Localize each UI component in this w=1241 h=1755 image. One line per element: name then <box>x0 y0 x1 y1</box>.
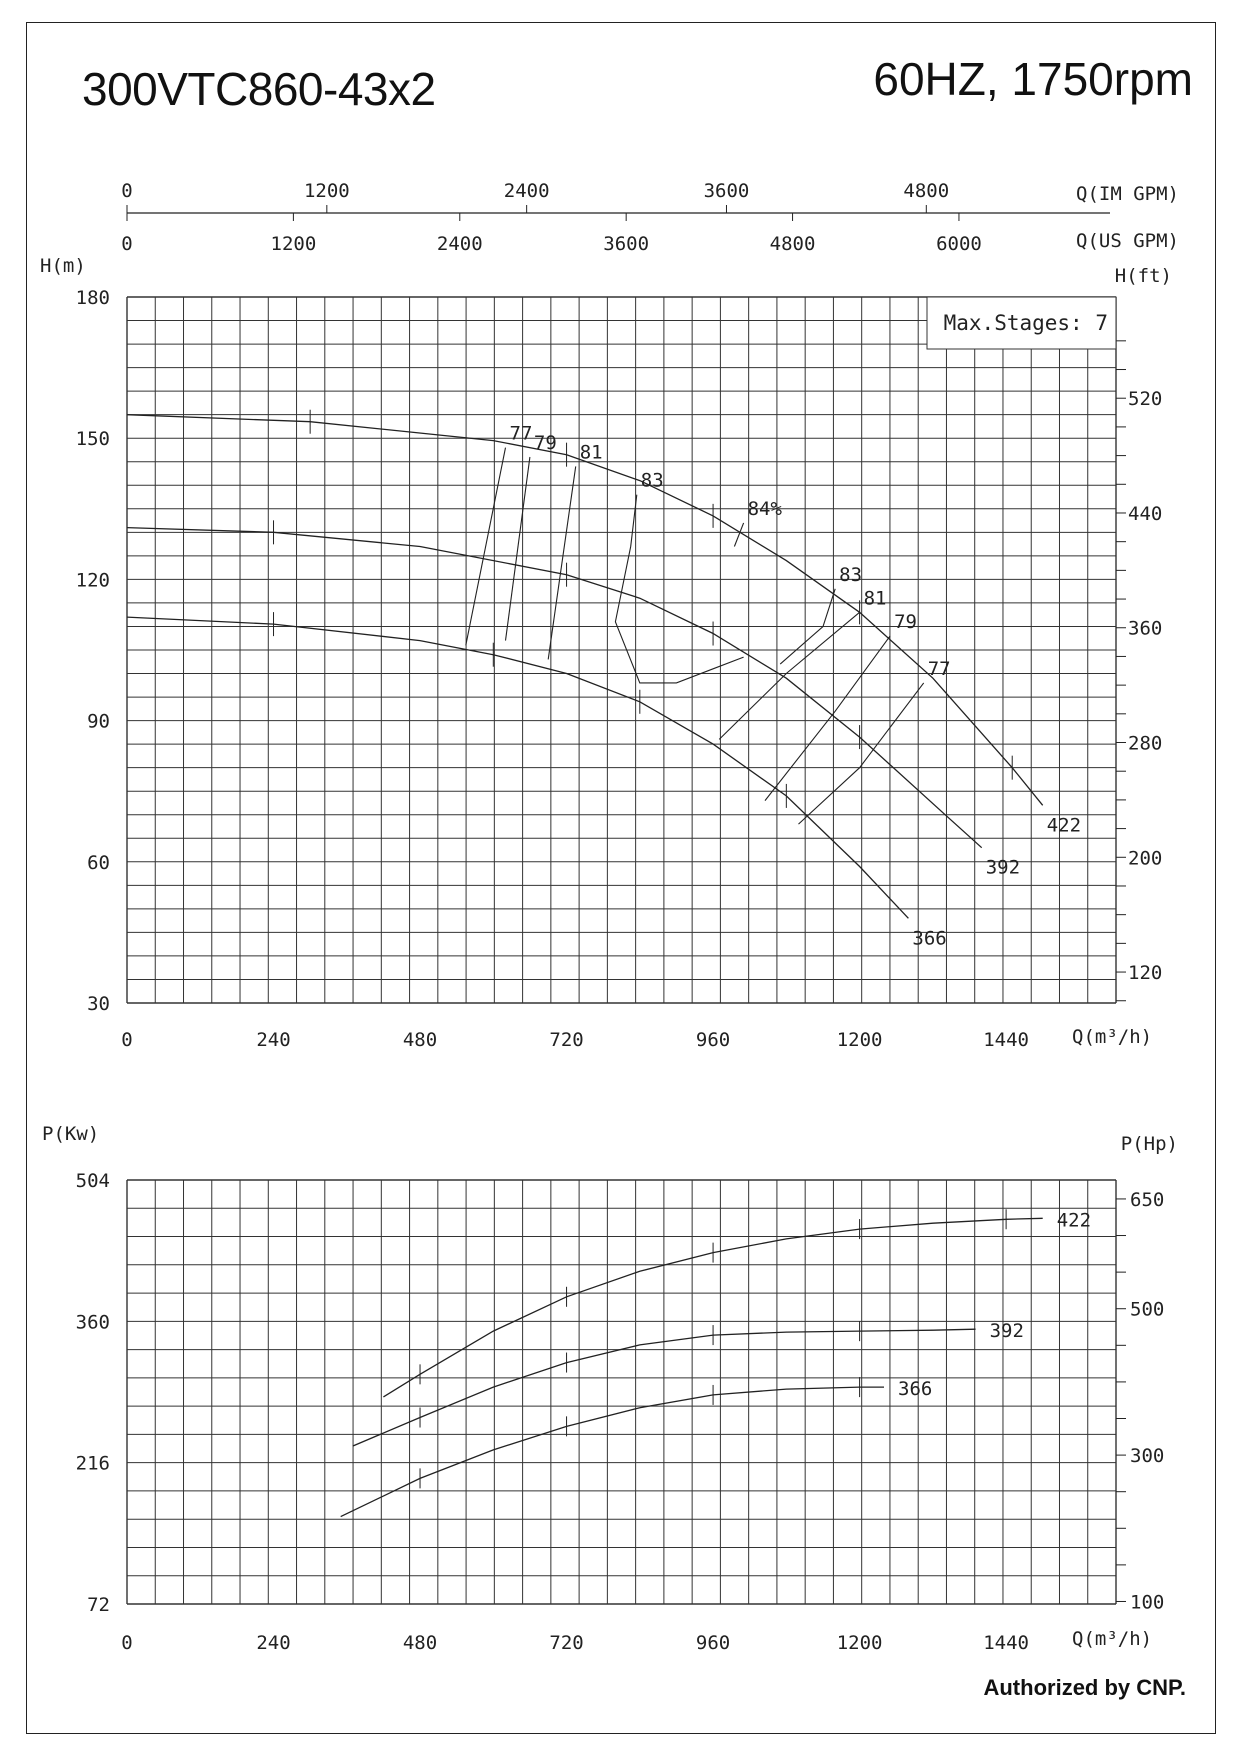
power-curve-label-366: 366 <box>898 1378 933 1401</box>
us-gpm-tick-label: 0 <box>121 233 133 255</box>
power-x-tick-label: 1200 <box>836 1632 883 1654</box>
power-curve-label-392: 392 <box>989 1320 1024 1343</box>
us-gpm-tick-label: 4800 <box>769 233 816 255</box>
power-y-axis-label: P(Kw) <box>42 1123 100 1145</box>
efficiency-label-83: 83 <box>839 563 863 586</box>
head-y-tick-label: 60 <box>87 851 110 874</box>
power-x-tick-label: 0 <box>121 1632 133 1654</box>
head-x-tick-label: 240 <box>256 1029 291 1051</box>
head-y-tick-label: 30 <box>87 993 110 1015</box>
head-x-tick-label: 1440 <box>983 1029 1029 1051</box>
us-gpm-axis-label: Q(US GPM) <box>1076 230 1179 252</box>
head-y2-tick-label: 360 <box>1128 617 1163 640</box>
efficiency-label-81: 81 <box>579 441 603 464</box>
efficiency-label-77: 77 <box>509 422 533 445</box>
power-y2-tick-label: 100 <box>1130 1591 1165 1614</box>
efficiency-contour-77 <box>466 448 506 646</box>
us-gpm-tick-label: 6000 <box>936 233 982 255</box>
power-y-tick-label: 72 <box>87 1594 110 1616</box>
efficiency-label-84%: 84% <box>747 497 782 520</box>
power-curve-label-422: 422 <box>1056 1209 1092 1232</box>
head-y-tick-label: 90 <box>87 710 110 733</box>
head-y2-tick-label: 280 <box>1128 732 1163 755</box>
power-x-tick-label: 480 <box>402 1632 438 1654</box>
efficiency-label-81: 81 <box>863 587 887 610</box>
head-curve-label-392: 392 <box>985 856 1021 879</box>
efficiency-label-79: 79 <box>894 610 918 633</box>
efficiency-contour-81 <box>548 466 576 659</box>
page-title: 300VTC860-43x2 <box>82 63 436 115</box>
im-gpm-axis-label: Q(IM GPM) <box>1076 183 1179 205</box>
power-y2-tick-label: 500 <box>1130 1298 1165 1321</box>
head-curve-label-422: 422 <box>1046 814 1082 837</box>
us-gpm-tick-label: 2400 <box>436 233 483 255</box>
head-curve-label-366: 366 <box>912 927 947 950</box>
power-y2-tick-label: 650 <box>1130 1188 1165 1211</box>
efficiency-label-77: 77 <box>927 657 951 680</box>
head-y-tick-label: 120 <box>75 569 110 592</box>
power-y2-tick-label: 300 <box>1130 1445 1165 1468</box>
head-y2-tick-label: 440 <box>1128 502 1163 525</box>
power-x-axis-label: Q(m³/h) <box>1072 1628 1153 1650</box>
speed-label: 60HZ, 1750rpm <box>873 53 1193 105</box>
head-y2-axis-label: H(ft) <box>1114 265 1172 287</box>
power-y-tick-label: 216 <box>75 1452 110 1475</box>
head-x-tick-label: 960 <box>695 1029 731 1051</box>
head-x-tick-label: 1200 <box>836 1029 883 1051</box>
head-y2-tick-label: 520 <box>1128 388 1163 411</box>
efficiency-label-83: 83 <box>640 469 664 492</box>
head-y2-tick-label: 200 <box>1128 847 1163 870</box>
efficiency-contour-77 <box>799 683 924 824</box>
efficiency-label-79: 79 <box>533 432 557 455</box>
head-y2-tick-label: 120 <box>1128 962 1163 985</box>
max-stages-label: Max.Stages: 7 <box>943 311 1108 335</box>
im-gpm-tick-label: 0 <box>121 180 133 202</box>
us-gpm-tick-label: 1200 <box>270 233 317 255</box>
power-x-tick-label: 720 <box>549 1632 584 1654</box>
im-gpm-tick-label: 3600 <box>703 180 750 202</box>
efficiency-contour-84% <box>734 523 743 547</box>
im-gpm-tick-label: 1200 <box>303 180 350 202</box>
authorization-label: Authorized by CNP. <box>983 1675 1186 1700</box>
power-y-tick-label: 504 <box>75 1170 110 1192</box>
head-y-axis-label: H(m) <box>40 255 86 277</box>
head-y-tick-label: 180 <box>75 287 110 309</box>
power-y-tick-label: 360 <box>75 1311 110 1334</box>
head-y-tick-label: 150 <box>75 428 110 451</box>
power-y2-axis-label: P(Hp) <box>1120 1133 1178 1155</box>
power-x-tick-label: 240 <box>256 1632 291 1654</box>
power-x-tick-label: 960 <box>695 1632 731 1654</box>
head-x-tick-label: 0 <box>121 1029 133 1051</box>
power-x-tick-label: 1440 <box>983 1632 1029 1654</box>
us-gpm-tick-label: 3600 <box>603 233 650 255</box>
head-x-tick-label: 720 <box>549 1029 584 1051</box>
head-x-tick-label: 480 <box>402 1029 438 1051</box>
im-gpm-tick-label: 2400 <box>503 180 550 202</box>
im-gpm-tick-label: 4800 <box>903 180 950 202</box>
efficiency-contour-79 <box>506 457 530 641</box>
head-x-axis-label: Q(m³/h) <box>1072 1026 1153 1048</box>
